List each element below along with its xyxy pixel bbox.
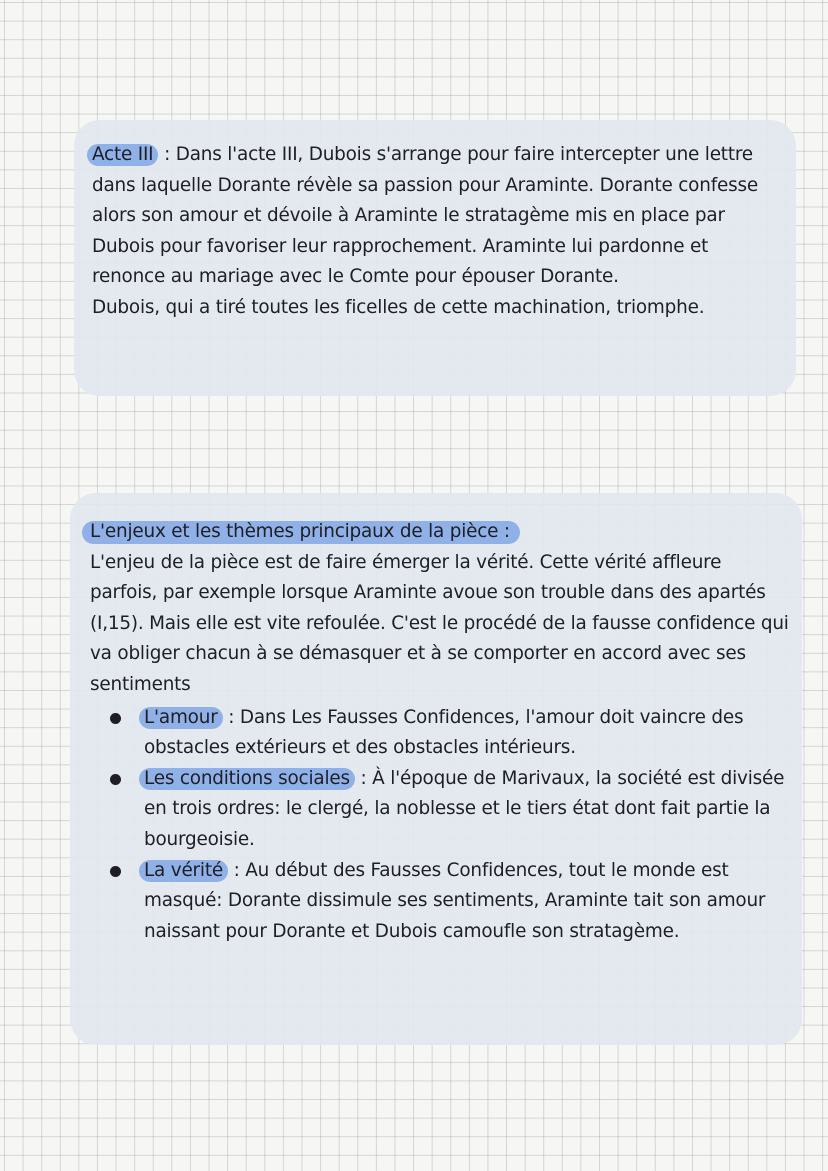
theme-label: Les conditions sociales: [139, 768, 355, 790]
acte-3-conclusion: Dubois, qui a tiré toutes les ficelles de cette machination, triomphe.: [92, 296, 705, 318]
bullet-dot-icon: [110, 866, 121, 877]
theme-label: L'amour: [139, 707, 223, 729]
acte-3-separator: :: [164, 144, 171, 165]
acte-3-card: [74, 120, 796, 396]
themes-list: [90, 703, 790, 948]
enjeux-title-line: [90, 517, 790, 548]
acte-3-summary: Dans l'acte III, Dubois s'arrange pour faire intercepter une lettre dans laquelle Dorante révèle sa passion pour Araminte. Dorante confesse alors son amour et dévoile à Araminte le stratagème mis en place par Dubois pour favoriser leur rapprochement. Araminte lui pardonne et renonce au mariage avec le Comte pour épouser Dorante.: [92, 144, 758, 288]
acte-3-text-block: [92, 140, 782, 324]
enjeux-intro: L'enjeu de la pièce est de faire émerger la vérité. Cette vérité affleure parfois, par exemple lorsque Araminte avoue son trouble dans des apartés (I,15). Mais elle est vite refoulée. C'est le procédé de la fausse confidence qui va obliger chacun à se démasquer et à se comporter en accord avec ses sentiments: [90, 551, 789, 695]
acte-3-label: Acte III: [87, 144, 158, 166]
theme-separator: :: [233, 859, 240, 881]
theme-text: À l'époque de Marivaux, la société est divisée en trois ordres: le clergé, la noblesse et le tiers état dont fait partie la bourgeoisie.: [144, 767, 785, 850]
acte-3-paragraph: [92, 140, 782, 293]
theme-item-amour: [90, 703, 790, 764]
theme-separator: :: [360, 767, 367, 789]
bullet-dot-icon: [110, 774, 121, 785]
theme-label: La vérité: [139, 860, 228, 882]
theme-text: Dans Les Fausses Confidences, l'amour doit vaincre des obstacles extérieurs et des obstacles intérieurs.: [144, 706, 744, 759]
theme-item-verite: [90, 856, 790, 948]
theme-separator: :: [228, 706, 235, 728]
theme-text: Au début des Fausses Confidences, tout le monde est masqué: Dorante dissimule ses sentiments, Araminte tait son amour naissant pour Dorante et Dubois camoufle son stratagème.: [144, 859, 766, 942]
enjeux-text-block: [90, 517, 790, 947]
bullet-dot-icon: [110, 713, 121, 724]
theme-item-conditions-sociales: [90, 764, 790, 856]
enjeux-card: [70, 493, 802, 1045]
enjeux-title: L'enjeux et les thèmes principaux de la pièce :: [82, 521, 520, 544]
